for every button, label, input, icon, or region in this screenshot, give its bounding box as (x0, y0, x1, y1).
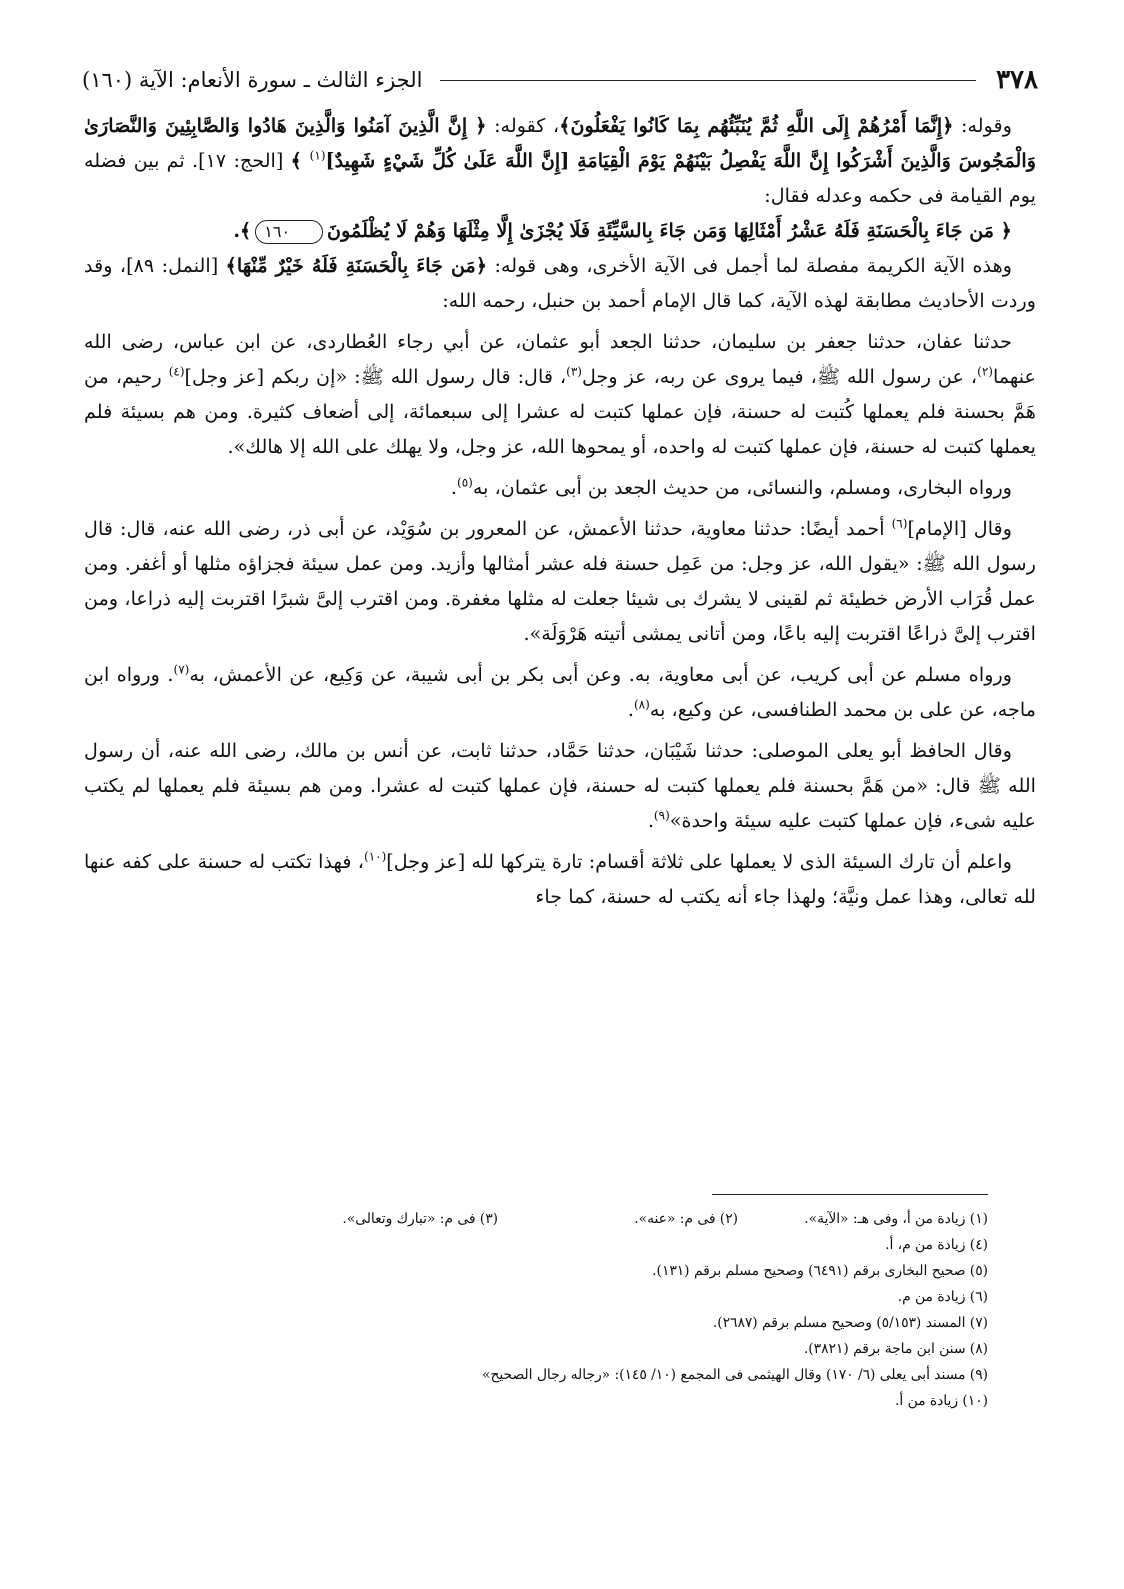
footnote-10: (١٠) زيادة من أ. (895, 1393, 988, 1409)
verse-block (84, 213, 1036, 248)
footnote-3: (٣) فى م: «تبارك وتعالى». (342, 1211, 498, 1227)
footnote-row (84, 1284, 988, 1310)
text-run: ورواه البخارى، ومسلم، والنسائى، من حديث الجعد بن أبى عثمان، به (472, 476, 1012, 499)
paragraph-2 (84, 324, 1036, 464)
header-rule (440, 80, 976, 81)
footnote-row (84, 1362, 988, 1388)
text-run: ، قال: قال رسول الله ﷺ: «إن ربكم [عز وجل] (184, 365, 567, 388)
text-run: رحيم، من هَمَّ بحسنة فلم يعملها كُتبت له حسنة، فإن عملها كتبت له عشرا إلى سبعمائة، إلى أضعاف كثيرة. ومن هم بسيئة فلم يعملها كتبت له حسنة، فإن عملها كتبت له واحده، أو يمحوها الله، عز وجل، ولا يهلك على الله إلا هالك». (84, 365, 1036, 458)
footnote-ref: (١) (309, 148, 326, 163)
text-run: ، فهذا تكتب له حسنة على كفه عنها لله تعالى، وهذا عمل ونيَّة؛ ولهذا جاء أنه يكتب له حسنة، كما جاء (84, 850, 1036, 908)
page-header (82, 58, 1038, 102)
footnote-ref: (٥) (457, 475, 473, 490)
verse-text: ﴿ مَن جَاءَ بِالْحَسَنَةِ فَلَهُ عَشْرُ أَمْثَالِهَا وَمَن جَاءَ بِالسَّيِّئَةِ فَلَا يُجْزَىٰ إِلَّا مِثْلَهَا وَهُمْ لَا يُظْلَمُونَ (327, 219, 1012, 242)
text-run: واعلم أن تارك السيئة الذى لا يعملها على ثلاثة أقسام: تارة يتركها لله [عز وجل] (386, 850, 1012, 873)
text-run: . ورواه ابن ماجه، عن على بن محمد الطنافسى، عن وكيع، به (84, 663, 1036, 721)
text-run: وقوله: (953, 114, 1012, 137)
paragraph-6 (84, 733, 1036, 838)
footnote-8: (٨) سنن ابن ماجة برقم (٣٨٢١). (803, 1341, 988, 1357)
footnote-row (84, 1336, 988, 1362)
verse-end: ﴾. (233, 219, 252, 242)
footnote-2: (٢) فى م: «عنه». (634, 1211, 738, 1227)
paragraph-5 (84, 657, 1036, 727)
running-title: الجزء الثالث ـ سورة الأنعام: الآية (١٦٠) (82, 68, 423, 92)
quran-quote: ﴿إِنَّمَا أَمْرُهُمْ إِلَى اللَّهِ ثُمَّ يُنَبِّئُهُم بِمَا كَانُوا يَفْعَلُونَ﴾ (559, 114, 954, 137)
text-run: [الحج: ١٧]. ثم بين فضله يوم القيامة فى حكمه وعدله فقال: (84, 149, 1036, 207)
footnotes (84, 1206, 988, 1414)
text-run: [النمل: ٨٩]، وقد وردت الأحاديث مطابقة لهذه الآية، كما قال الإمام أحمد بن حنبل، رحمه الله: (84, 254, 1036, 312)
quran-quote: ﴿ إِنَّ الَّذِينَ آمَنُوا وَالَّذِينَ هَادُوا وَالصَّابِئِينَ وَالنَّصَارَىٰ وَالْمَجُوسَ وَالَّذِينَ أَشْرَكُوا إِنَّ اللَّهَ يَفْصِلُ بَيْنَهُمْ يَوْمَ الْقِيَامَةِ [إِنَّ اللَّهَ عَلَىٰ كُلِّ شَيْءٍ شَهِيدٌ] (84, 114, 1036, 172)
footnote-9: (٩) مسند أبى يعلى (٦/ ١٧٠) وقال الهيثمى فى المجمع (١٠/ ١٤٥): «رجاله رجال الصحيح» (482, 1367, 988, 1383)
footnote-ref: (٦) (891, 516, 908, 531)
footnote-row (84, 1388, 988, 1414)
text-run: ، كقوله: (486, 114, 560, 137)
text-run: ، عن رسول الله ﷺ، فيما يروى عن ربه، عز وجل (581, 365, 978, 388)
text-run: . (627, 698, 634, 721)
paragraph-1 (84, 248, 1036, 318)
text-run: حدثنا عفان، حدثنا جعفر بن سليمان، حدثنا الجعد أبو عثمان، عن أبي رجاء العُطاردى، عن ابن عباس، رضى الله عنهما (84, 330, 1036, 388)
footnote-4: (٤) زيادة من م، أ. (885, 1237, 988, 1253)
footnote-6: (٦) زيادة من م. (897, 1289, 988, 1305)
text-run: ورواه مسلم عن أبى كريب، عن أبى معاوية، به. وعن أبى بكر بن أبى شيبة، عن وَكِيع، عن الأعمش، به (189, 663, 1012, 686)
main-text (84, 108, 1036, 914)
paragraph-4 (84, 511, 1036, 651)
footnote-7: (٧) المسند (٥/١٥٣) وصحيح مسلم برقم (٢٦٨٧). (712, 1315, 988, 1331)
footnote-ref: (٣) (566, 364, 582, 379)
text-run: وقال [الإمام] (907, 517, 1012, 540)
text-run: وقال الحافظ أبو يعلى الموصلى: حدثنا شَيْبَان، حدثنا حَمَّاد، حدثنا ثابت، عن أنس بن مالك، رضى الله عنه، أن رسول الله ﷺ قال: «من هَمَّ بحسنة فلم يعملها كتبت له حسنة، فإن عملها كتبت له عشرا. ومن هم بسيئة فلم يعملها لم يكتب عليه شىء، فإن عملها كتبت عليه سيئة واحدة» (84, 739, 1036, 832)
footnote-1: (١) زيادة من أ، وفى هـ: «الآية». (804, 1211, 988, 1227)
page-number: ٣٧٨ (996, 65, 1038, 95)
footnote-ref: (١٠) (364, 849, 387, 864)
quran-quote: ﴾ (290, 149, 310, 172)
footnote-ref: (٧) (173, 662, 190, 677)
quran-quote: ﴿مَن جَاءَ بِالْحَسَنَةِ فَلَهُ خَيْرٌ مِّنْهَا﴾ (225, 254, 488, 277)
text-run: وهذه الآية الكريمة مفصلة لما أجمل فى الآية الأخرى، وهى قوله: (487, 254, 1012, 277)
footnote-ref: (٤) (168, 364, 185, 379)
footnote-ref: (٩) (653, 808, 670, 823)
verse-number: ١٦٠ (255, 220, 323, 244)
footnote-5: (٥) صحيح البخارى برقم (٦٤٩١) وصحيح مسلم برقم (١٣١). (652, 1263, 988, 1279)
footnote-ref: (٢) (977, 364, 993, 379)
footnote-row (84, 1258, 988, 1284)
intro-paragraph (84, 108, 1036, 213)
footnote-row (84, 1310, 988, 1336)
text-run: . (647, 809, 654, 832)
paragraph-7 (84, 844, 1036, 914)
paragraph-3 (84, 470, 1036, 505)
text-run: . (450, 476, 458, 499)
footnote-rule (712, 1194, 988, 1195)
text-run: أحمد أيضًا: حدثنا معاوية، حدثنا الأعمش، عن المعرور بن سُوَيْد، عن أبى ذر، رضى الله عنه، قال: قال رسول الله ﷺ: «يقول الله، عز وجل: من عَمِل حسنة فله عشر أمثالها وأزيد. ومن عمل سيئة فجزاؤه مثلها أو أغفر. ومن عمل قُرَاب الأرض خطيئة ثم لقينى لا يشرك بى شيئا جعلت له مثلها مغفرة. ومن اقترب إلىَّ شبرًا اقتربت إليه ذراعا، ومن اقترب إلىَّ ذراعًا اقتربت إليه باعًا، ومن أتانى يمشى أتيته هَرْوَلَة». (84, 517, 1036, 645)
footnote-row (84, 1232, 988, 1258)
footnote-ref: (٨) (633, 697, 650, 712)
footnote-row (84, 1206, 988, 1232)
